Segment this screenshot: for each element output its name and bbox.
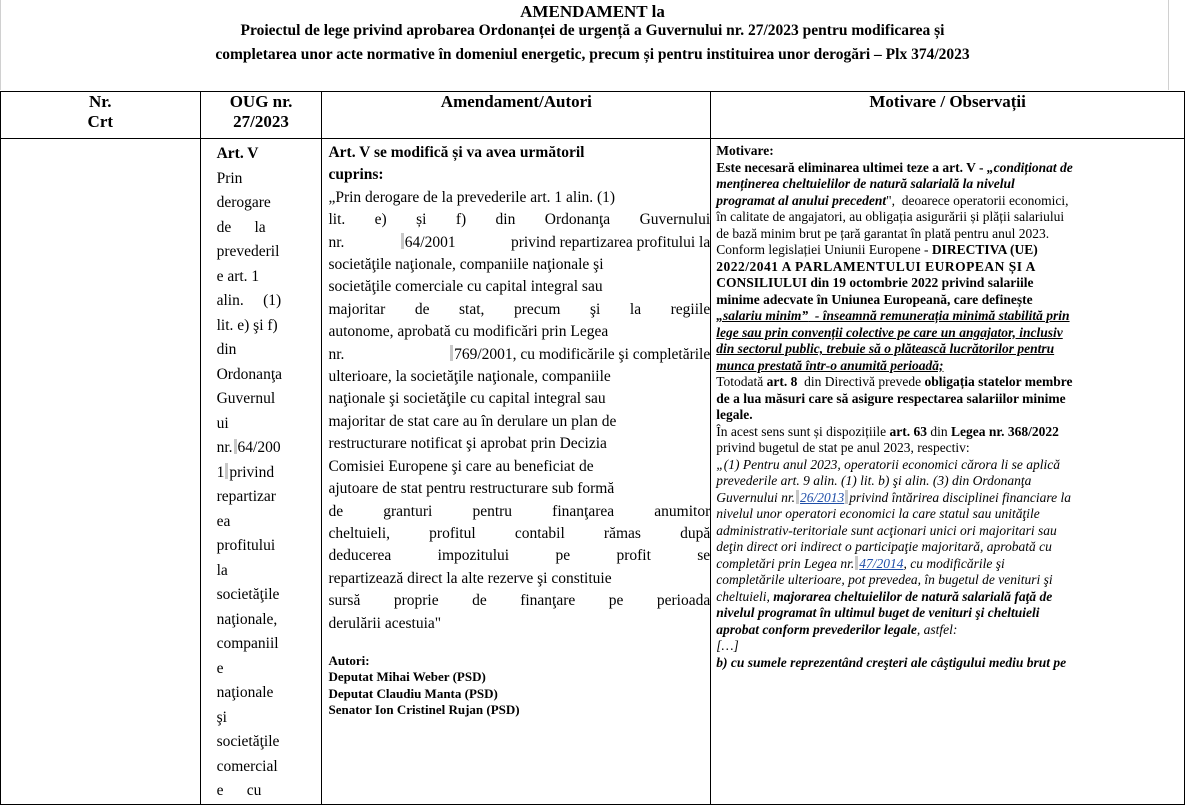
- amend-word: Guvernului: [639, 211, 711, 229]
- amend-word: profit: [616, 547, 651, 565]
- amend-word: pe: [608, 592, 624, 610]
- amend-word: contabil: [514, 524, 565, 542]
- amend-line: [328, 344, 710, 366]
- highlight-mark: [855, 556, 858, 570]
- amend-word: de: [414, 300, 430, 318]
- amend-word: profitul: [429, 524, 476, 542]
- highlight-mark: [845, 490, 848, 504]
- amend-word: lit.: [328, 211, 346, 229]
- amend-word: pe: [555, 547, 571, 565]
- amend-word: privind repartizarea profitului la: [510, 233, 711, 251]
- amend-word: regiile: [670, 300, 711, 318]
- amend-word: deducerea: [328, 547, 392, 565]
- amend-word: repartizează direct la alte rezerve şi constituie: [328, 569, 612, 587]
- amend-word: finanţare: [520, 592, 576, 610]
- amend-line: [328, 590, 710, 612]
- amend-line: [328, 232, 710, 254]
- amend-line: [328, 388, 710, 410]
- amend-line: [328, 456, 710, 478]
- amend-word: derulării acestuia": [328, 614, 442, 632]
- amend-line: [328, 321, 710, 343]
- cell-oug-text: Art. V Prin derogare de la prevederil e art. 1 alin. (1) lit. e) şi f) din Ordonanţa Guvernul ui nr. 64/200 1 privind repartizar ea profitului la societăţile naţionale, companiil e naţionale şi societăţile comercial e cu: [200, 139, 322, 805]
- amend-word: 64/2001: [400, 232, 456, 254]
- amend-word: e): [374, 211, 387, 229]
- page-edge-right: [1168, 0, 1169, 90]
- amend-word: ulterioare, la societăţile naţionale, companiile: [328, 368, 611, 386]
- document-subtitle-line2: completarea unor acte normative în domeniul energetic, precum și pentru instituirea unor derogări – Plx 374/2023: [215, 46, 970, 63]
- amend-line: [328, 433, 710, 455]
- amend-heading: cuprins:: [328, 166, 384, 184]
- document-title: AMENDAMENT la: [520, 2, 665, 21]
- highlight-mark: [450, 345, 453, 361]
- amend-line: [328, 299, 710, 321]
- amend-word: restructurare notificat şi aprobat prin Decizia: [328, 435, 607, 453]
- amend-word: 769/2001, cu modificările şi completările: [449, 344, 710, 366]
- amend-word: autonome, aprobată cu modificări prin Legea: [328, 323, 609, 341]
- amend-word: şi: [590, 300, 601, 318]
- header-oug: OUG nr. 27/2023: [200, 92, 322, 139]
- link-lege-47-2014[interactable]: 47/2014: [859, 555, 904, 571]
- amend-line: [328, 254, 710, 276]
- highlight-mark: [401, 233, 404, 249]
- header-amendament-autori: Amendament/Autori: [322, 92, 711, 139]
- amend-word: majoritar: [328, 300, 386, 318]
- amend-heading: Art. V se modifică și va avea următoril: [328, 144, 585, 161]
- amend-word: din: [495, 211, 516, 229]
- document-subtitle-line1: Proiectul de lege privind aprobarea Ordonanței de urgență a Guvernului nr. 27/2023 pentru modificarea și: [240, 22, 945, 39]
- page-edge-left: [0, 0, 1, 90]
- table-row: [1, 139, 1185, 805]
- highlight-mark: [225, 463, 228, 479]
- amendment-table: [0, 91, 1185, 805]
- header-nr-crt: Nr. Crt: [1, 92, 201, 139]
- amend-word: societăţile naţionale, companiile naţionale şi: [328, 256, 604, 274]
- link-og-26-2013[interactable]: 26/2013: [799, 489, 845, 505]
- amend-body: [328, 187, 710, 635]
- amend-line: [328, 209, 710, 231]
- amend-line: [328, 545, 710, 567]
- amend-line: [328, 187, 710, 209]
- amend-word: naţionale şi societăţile cu capital integral sau: [328, 390, 606, 408]
- amend-line: [328, 613, 710, 635]
- author-item: Deputat Claudiu Manta (PSD): [328, 685, 498, 701]
- amend-word: anumitor: [654, 502, 711, 520]
- author-item: Deputat Mihai Weber (PSD): [328, 669, 486, 685]
- amend-word: sursă: [328, 592, 361, 610]
- amend-word: Ordonanţa: [544, 211, 611, 229]
- header-motivare: Motivare / Observații: [711, 92, 1185, 139]
- amend-word: finanţarea: [552, 502, 615, 520]
- amend-word: stat,: [459, 300, 485, 318]
- amend-word: nr.: [328, 233, 345, 251]
- amend-line: [328, 568, 710, 590]
- cell-motivare: Motivare: Este necesară eliminarea ultimei teze a art. V - „condiționat de menținerea cheltuielilor de natură salarială la nivelul programat al anului precedent", deoarece operatorii economici, în calitate de angajatori, au obligația asigurării și plății salariului de bază minim brut pe țară garantat în plată pentru anul 2023. Conform legislației Uniunii Europene - DIRECTIVA (UE) 2022/2041 A PARLAMENTULUI EUROPEAN ȘI A CONSILIULUI din 19 octombrie 2022 privind salariile minime adecvate în Uniunea Europeană, care definește „salariu minim” - înseamnă remunerația minimă stabilită prin lege sau prin convenții colective pe care un angajator, inclusiv din sectorul public, trebuie să o plătească lucrătorilor pentru munca prestată într-o anumită perioadă; Totodată art. 8 din Directivă prevede obligația statelor membre de a lua măsuri care să asigure respectarea salariilor minime legale. În acest sens sunt și dispozițiile art. 63 din Legea nr. 368/2022 privind bugetul de stat pe anul 2023, respectiv: „(1) Pentru anul 2023, operatorii economici cărora li se aplică prevederile art. 9 alin. (1) lit. b) şi alin. (3) din Ordonanţa Guvernului nr. 26/2013 privind întărirea disciplinei financiare la nivelul unor operatori economici la care statul sau unităţile administrativ-teritoriale sunt acţionari unici ori majoritari sau deţin direct ori indirect o participaţie majoritară, aprobată cu completări prin Legea nr. 47/2014, cu modificările şi completările ulterioare, pot prevedea, în bugetul de venituri şi cheltuieli, majorarea cheltuielilor de natură salarială faţă de nivelul programat în ultimul buget de venituri şi cheltuieli aprobat conform prevederilor legale, astfel: […] b) cu sumele reprezentând creşteri ale câştigului mediu brut pe: [711, 139, 1185, 805]
- amend-line: [328, 366, 710, 388]
- amend-word: precum: [513, 300, 561, 318]
- amend-word: perioada: [656, 592, 711, 610]
- cell-amendament: [322, 139, 711, 805]
- amend-word: se: [697, 547, 711, 565]
- highlight-mark: [234, 439, 237, 455]
- amend-word: impozitului: [437, 547, 510, 565]
- amend-word: rămas: [603, 524, 641, 542]
- amend-word: nr.: [328, 345, 345, 363]
- highlight-mark: [796, 490, 799, 504]
- amend-word: după: [680, 524, 711, 542]
- amend-line: [328, 523, 710, 545]
- amend-word: societăţile comerciale cu capital integral sau: [328, 278, 603, 296]
- amend-word: și: [416, 211, 427, 229]
- amend-line: [328, 276, 710, 298]
- amend-word: la: [629, 300, 642, 318]
- amend-word: f): [455, 211, 467, 229]
- amend-line: [328, 478, 710, 500]
- amend-word: de: [472, 592, 487, 610]
- cell-nr-crt: [1, 139, 201, 805]
- amend-word: majoritar de stat care au în derulare un plan de: [328, 412, 617, 430]
- amend-word: de: [328, 502, 344, 520]
- amend-word: proprie: [393, 592, 439, 610]
- amend-line: [328, 411, 710, 433]
- amend-word: granturi: [383, 502, 433, 520]
- amend-word: Comisiei Europene şi care au beneficiat de: [328, 457, 594, 475]
- amend-word: „Prin derogare de la prevederile art. 1 alin. (1): [328, 188, 616, 206]
- table-header-row: [1, 92, 1185, 139]
- author-item: Senator Ion Cristinel Rujan (PSD): [328, 702, 520, 718]
- authors-block: Autori: Deputat Mihai Weber (PSD) Deputat Claudiu Manta (PSD) Senator Ion Cristinel Rujan (PSD): [328, 653, 710, 719]
- amend-word: cheltuieli,: [328, 524, 391, 542]
- amend-word: ajutoare de stat pentru restructurare sub formă: [328, 480, 615, 498]
- amend-line: [328, 501, 710, 523]
- amend-word: pentru: [472, 502, 513, 520]
